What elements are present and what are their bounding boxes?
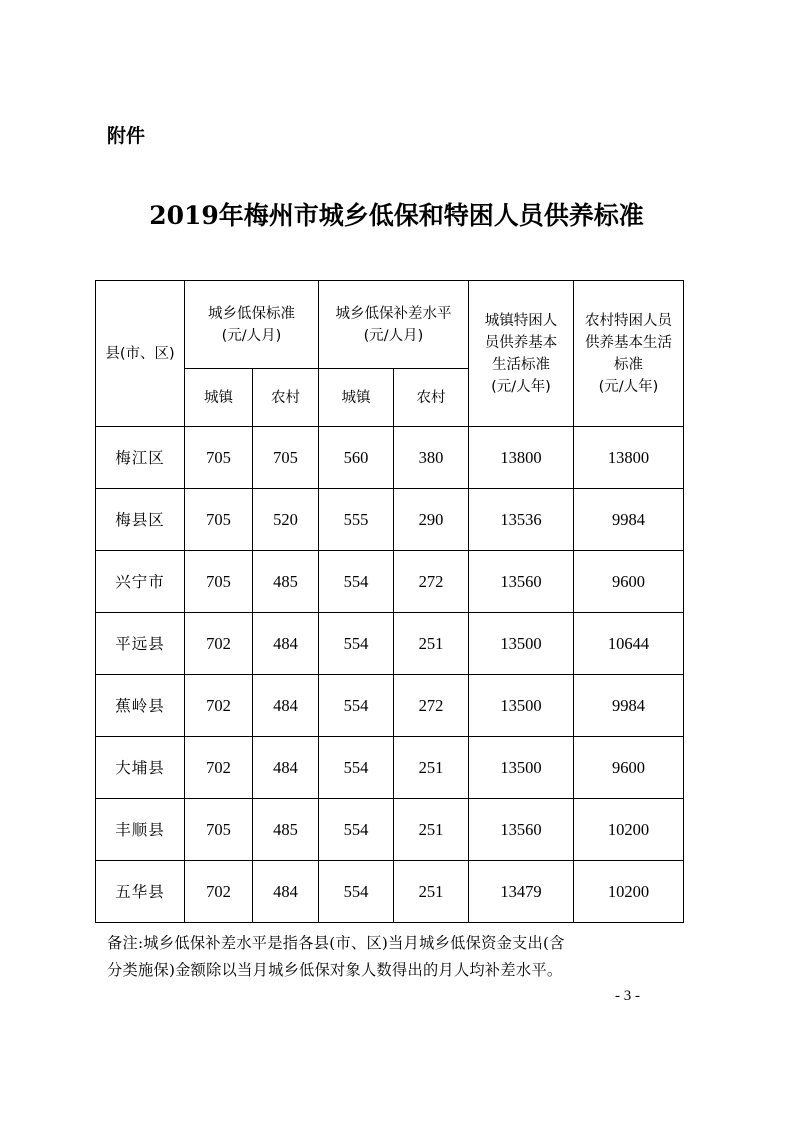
cell-sub-urban: 554	[319, 737, 394, 799]
cell-std-urban: 705	[185, 551, 253, 613]
cell-std-urban: 702	[185, 737, 253, 799]
cell-sub-urban: 554	[319, 799, 394, 861]
table-row	[96, 799, 684, 861]
cell-county: 平远县	[96, 613, 185, 675]
header-dibao-subsidy-label: 城乡低保补差水平	[335, 305, 452, 322]
cell-tekun-urban: 13500	[469, 613, 574, 675]
footnote	[107, 930, 693, 984]
header-rural-tekun	[574, 281, 684, 427]
table-row	[96, 427, 684, 489]
cell-std-rural: 484	[253, 737, 319, 799]
header-rural-tekun-line: 供养基本生活	[585, 334, 672, 351]
cell-sub-urban: 554	[319, 675, 394, 737]
cell-std-rural: 484	[253, 613, 319, 675]
attachment-label: 附件	[107, 125, 146, 147]
cell-tekun-rural: 10200	[574, 799, 684, 861]
header-std-urban: 城镇	[185, 369, 253, 427]
cell-sub-urban: 554	[319, 861, 394, 923]
cell-sub-rural: 272	[394, 551, 469, 613]
cell-county: 梅县区	[96, 489, 185, 551]
header-dibao-standard	[185, 281, 319, 369]
cell-tekun-rural: 9600	[574, 551, 684, 613]
header-rural-tekun-unit: (元/人年)	[598, 378, 659, 395]
header-urban-tekun-line: 城镇特困人	[484, 312, 558, 329]
cell-county: 大埔县	[96, 737, 185, 799]
cell-tekun-urban: 13536	[469, 489, 574, 551]
cell-std-urban: 705	[185, 489, 253, 551]
header-dibao-subsidy	[319, 281, 469, 369]
cell-std-urban: 702	[185, 675, 253, 737]
cell-tekun-rural: 10200	[574, 861, 684, 923]
header-urban-tekun	[469, 281, 574, 427]
table-row	[96, 737, 684, 799]
cell-sub-rural: 380	[394, 427, 469, 489]
cell-std-rural: 705	[253, 427, 319, 489]
cell-sub-urban: 555	[319, 489, 394, 551]
cell-std-urban: 705	[185, 799, 253, 861]
cell-std-rural: 484	[253, 675, 319, 737]
table-row	[96, 675, 684, 737]
cell-std-rural: 520	[253, 489, 319, 551]
header-dibao-standard-unit: (元/人月)	[221, 327, 282, 344]
table-row	[96, 613, 684, 675]
cell-std-urban: 702	[185, 861, 253, 923]
header-urban-tekun-line: 生活标准	[492, 356, 550, 373]
header-sub-rural: 农村	[394, 369, 469, 427]
header-dibao-standard-label: 城乡低保标准	[208, 305, 295, 322]
cell-sub-rural: 251	[394, 799, 469, 861]
header-urban-tekun-line: 员供养基本	[484, 334, 558, 351]
header-county: 县(市、区)	[96, 281, 185, 427]
cell-sub-rural: 251	[394, 613, 469, 675]
cell-sub-rural: 251	[394, 861, 469, 923]
cell-tekun-urban: 13479	[469, 861, 574, 923]
table-row	[96, 551, 684, 613]
footnote-line: 备注:城乡低保补差水平是指各县(市、区)当月城乡低保资金支出(含	[107, 934, 565, 952]
standards-table	[95, 280, 684, 923]
cell-sub-rural: 272	[394, 675, 469, 737]
table-row	[96, 861, 684, 923]
cell-sub-urban: 554	[319, 551, 394, 613]
cell-tekun-urban: 13500	[469, 675, 574, 737]
cell-sub-urban: 560	[319, 427, 394, 489]
cell-tekun-rural: 13800	[574, 427, 684, 489]
cell-county: 蕉岭县	[96, 675, 185, 737]
cell-tekun-rural: 9984	[574, 675, 684, 737]
cell-tekun-urban: 13500	[469, 737, 574, 799]
cell-std-rural: 485	[253, 799, 319, 861]
cell-county: 兴宁市	[96, 551, 185, 613]
footnote-line: 分类施保)金额除以当月城乡低保对象人数得出的月人均补差水平。	[107, 961, 563, 979]
header-rural-tekun-line: 农村特困人员	[585, 312, 672, 329]
cell-tekun-rural: 9600	[574, 737, 684, 799]
table-row	[96, 489, 684, 551]
cell-tekun-rural: 10644	[574, 613, 684, 675]
header-sub-urban: 城镇	[319, 369, 394, 427]
cell-county: 五华县	[96, 861, 185, 923]
cell-tekun-rural: 9984	[574, 489, 684, 551]
cell-sub-rural: 290	[394, 489, 469, 551]
page-title: 2019年梅州市城乡低保和特困人员供养标准	[149, 201, 644, 230]
cell-std-urban: 705	[185, 427, 253, 489]
header-dibao-subsidy-unit: (元/人月)	[363, 327, 424, 344]
page-number: - 3 -	[615, 988, 640, 1004]
cell-county: 梅江区	[96, 427, 185, 489]
header-urban-tekun-unit: (元/人年)	[491, 378, 551, 395]
cell-tekun-urban: 13560	[469, 551, 574, 613]
cell-std-urban: 702	[185, 613, 253, 675]
cell-tekun-urban: 13800	[469, 427, 574, 489]
cell-county: 丰顺县	[96, 799, 185, 861]
header-rural-tekun-line: 标准	[614, 356, 643, 373]
cell-tekun-urban: 13560	[469, 799, 574, 861]
cell-sub-urban: 554	[319, 613, 394, 675]
header-std-rural: 农村	[253, 369, 319, 427]
cell-std-rural: 484	[253, 861, 319, 923]
cell-std-rural: 485	[253, 551, 319, 613]
cell-sub-rural: 251	[394, 737, 469, 799]
